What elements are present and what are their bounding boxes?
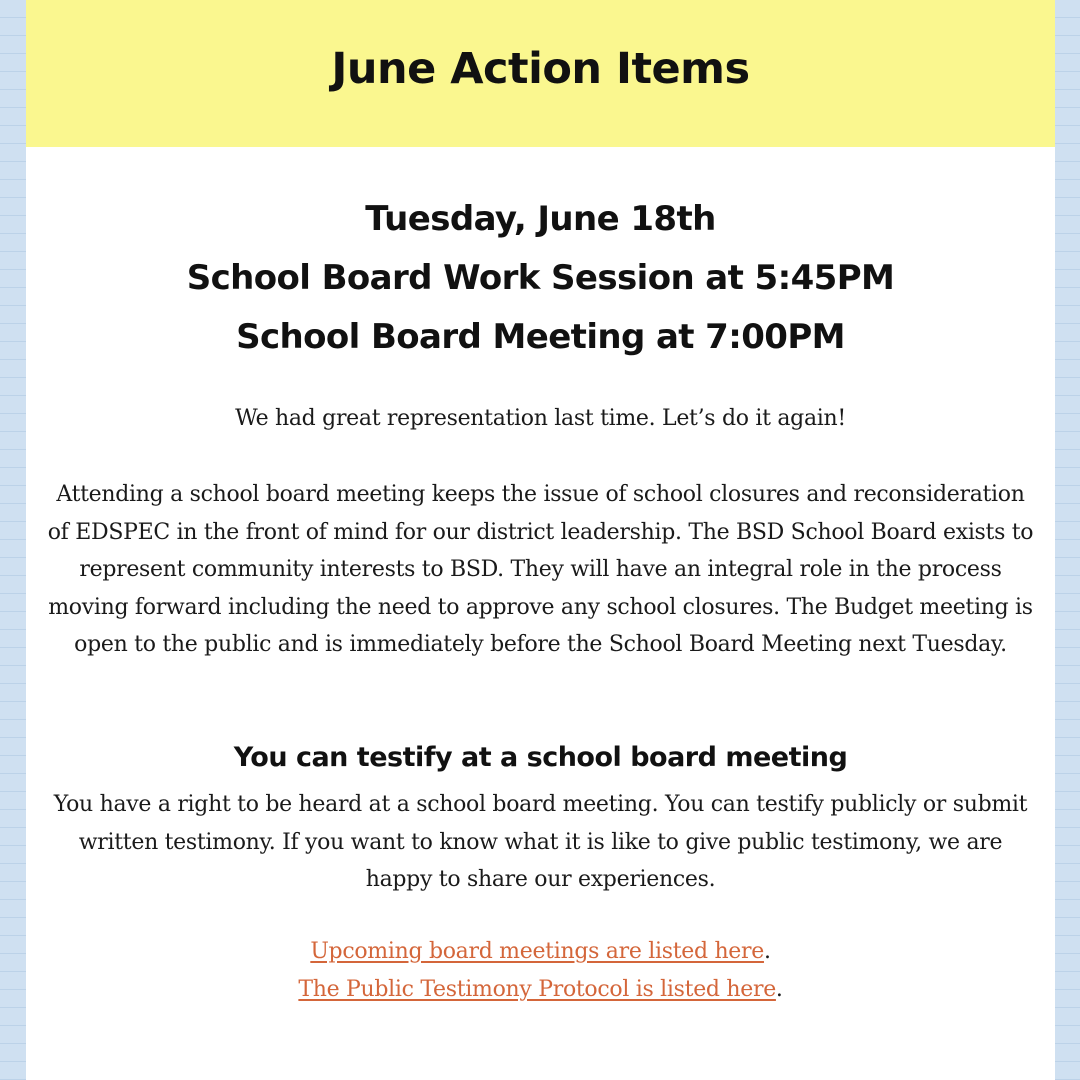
event-date: Tuesday, June 18th	[365, 199, 716, 239]
upcoming-meetings-link[interactable]: Upcoming board meetings are listed here	[310, 939, 764, 964]
testify-heading: You can testify at a school board meeting	[233, 742, 848, 773]
header-banner	[26, 0, 1055, 147]
work-session-time: School Board Work Session at 5:45PM	[186, 258, 895, 298]
meeting-time: School Board Meeting at 7:00PM	[236, 317, 845, 357]
meetings-link-period: .	[763, 939, 771, 964]
meetings-link-line	[26, 933, 1055, 971]
protocol-link-period: .	[775, 977, 783, 1002]
event-schedule	[26, 190, 1055, 367]
testify-paragraph: You have a right to be heard at a school board meeting. You can testify publicly or submit written testimony. If you want to know what it is like to give public testimony, we are happy to share our experiences.	[53, 792, 1028, 892]
testimony-protocol-link[interactable]: The Public Testimony Protocol is listed here	[298, 977, 776, 1002]
protocol-link-line	[26, 971, 1055, 1009]
page-title: June Action Items	[331, 43, 750, 94]
intro-text: We had great representation last time. Let’s do it again!	[235, 406, 846, 431]
flyer-card	[26, 0, 1055, 1080]
links-section	[26, 933, 1055, 1009]
attendance-paragraph: Attending a school board meeting keeps the issue of school closures and reconsideration of EDSPEC in the front of mind for our district leadership. The BSD School Board exists to represent community interests to BSD. They will have an integral role in the process moving forward including the need to approve any school closures. The Budget meeting is open to the public and is immediately before the School Board Meeting next Tuesday.	[47, 482, 1034, 657]
